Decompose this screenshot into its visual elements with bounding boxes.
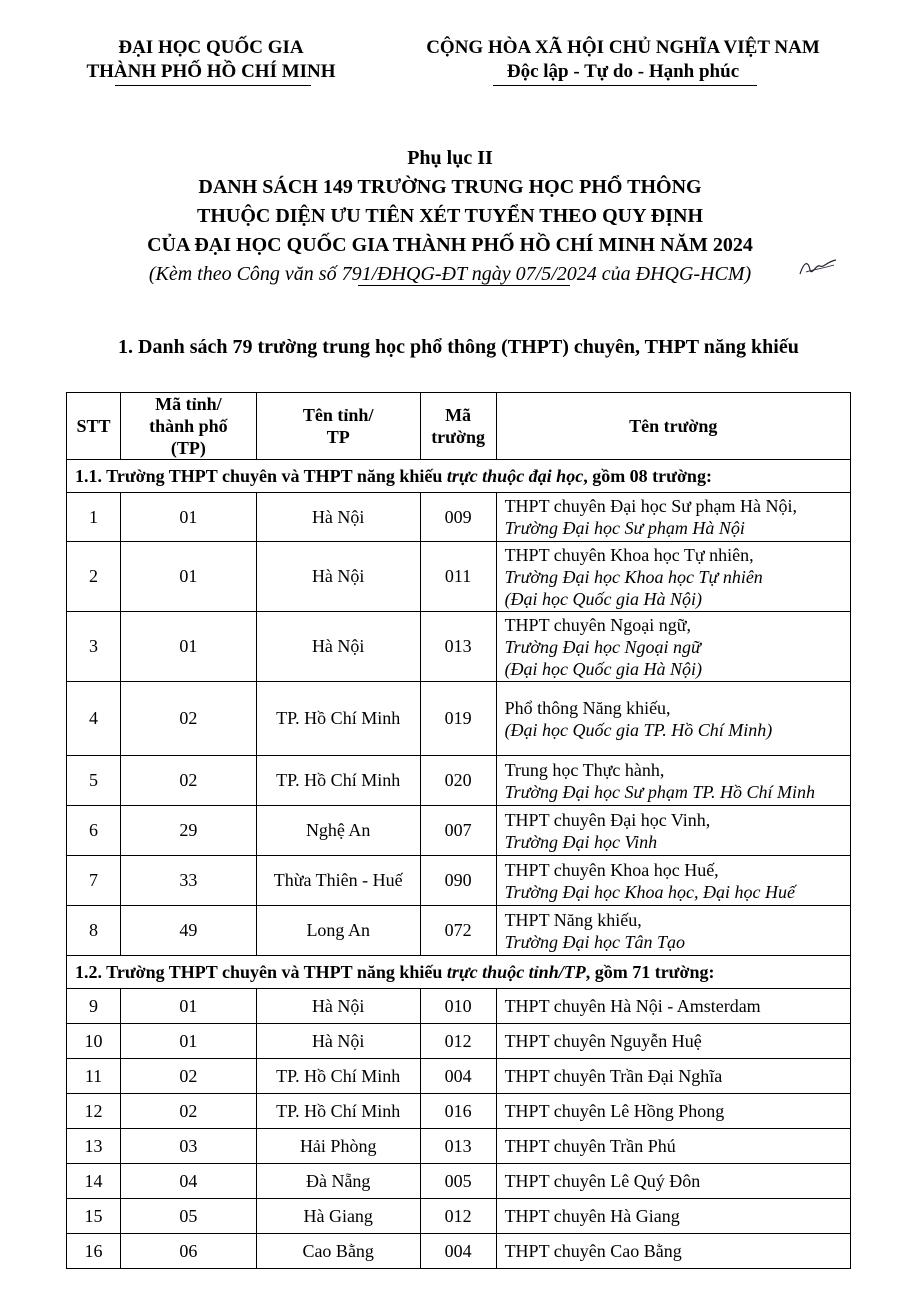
row-stt: 11 bbox=[67, 1059, 121, 1094]
row-province-code: 02 bbox=[120, 682, 256, 756]
school-affiliation-2: (Đại học Quốc gia Hà Nội) bbox=[504, 658, 703, 679]
row-stt: 3 bbox=[67, 612, 121, 682]
table-row bbox=[67, 682, 851, 756]
issuer-line-2: THÀNH PHỐ HỒ CHÍ MINH bbox=[86, 61, 336, 82]
header-province-name-l2: TP bbox=[326, 427, 350, 447]
row-school-name bbox=[496, 612, 850, 682]
group-2-label bbox=[67, 956, 851, 989]
table-row bbox=[67, 756, 851, 806]
group-2-suffix: , gồm 71 trường: bbox=[585, 961, 715, 982]
row-school-name: THPT chuyên Hà Nội - Amsterdam bbox=[496, 989, 850, 1024]
school-name-main: Phổ thông Năng khiếu, bbox=[504, 697, 671, 718]
header-school-code-l1: Mã bbox=[445, 405, 472, 425]
row-stt: 16 bbox=[67, 1234, 121, 1269]
row-school-name: THPT chuyên Cao Bằng bbox=[496, 1234, 850, 1269]
schools-table bbox=[66, 392, 851, 1269]
row-school-code: 072 bbox=[420, 906, 496, 956]
row-stt: 4 bbox=[67, 682, 121, 756]
row-school-name bbox=[496, 856, 850, 906]
school-affiliation-1: Trường Đại học Sư phạm TP. Hồ Chí Minh bbox=[504, 781, 816, 802]
header-province-name-l1: Tên tỉnh/ bbox=[302, 405, 374, 425]
row-province-code: 05 bbox=[120, 1199, 256, 1234]
school-affiliation-1: Trường Đại học Tân Tạo bbox=[504, 931, 686, 952]
row-school-code: 009 bbox=[420, 493, 496, 542]
table-row bbox=[67, 989, 851, 1024]
row-province-name: Thừa Thiên - Huế bbox=[256, 856, 420, 906]
header-school-code-l2: trường bbox=[431, 427, 485, 447]
row-school-name: THPT chuyên Nguyễn Huệ bbox=[496, 1024, 850, 1059]
row-school-name bbox=[496, 756, 850, 806]
table-row bbox=[67, 612, 851, 682]
document-title bbox=[0, 144, 900, 289]
row-school-code: 013 bbox=[420, 1129, 496, 1164]
header-province-name bbox=[256, 393, 420, 460]
row-province-code: 06 bbox=[120, 1234, 256, 1269]
row-stt: 8 bbox=[67, 906, 121, 956]
school-name-main: THPT chuyên Khoa học Huế, bbox=[504, 859, 719, 880]
table-row bbox=[67, 806, 851, 856]
group-row-2 bbox=[67, 956, 851, 989]
motto-underline bbox=[493, 85, 757, 86]
table-row bbox=[67, 493, 851, 542]
title-line-3: CỦA ĐẠI HỌC QUỐC GIA THÀNH PHỐ HỒ CHÍ MINH NĂM 2024 bbox=[147, 234, 753, 256]
table-row bbox=[67, 542, 851, 612]
table-row bbox=[67, 1059, 851, 1094]
school-name-main: THPT chuyên Khoa học Tự nhiên, bbox=[504, 544, 754, 565]
row-province-code: 01 bbox=[120, 493, 256, 542]
row-stt: 14 bbox=[67, 1164, 121, 1199]
row-stt: 9 bbox=[67, 989, 121, 1024]
title-subtitle: (Kèm theo Công văn số 791/ĐHQG-ĐT ngày 07/5/2024 của ĐHQG-HCM) bbox=[148, 263, 752, 285]
row-stt: 1 bbox=[67, 493, 121, 542]
table-row bbox=[67, 1164, 851, 1199]
header-province-code-l3: (TP) bbox=[170, 438, 206, 458]
row-province-name: Nghệ An bbox=[256, 806, 420, 856]
doc-number-underline bbox=[358, 285, 570, 286]
school-name-main: Trung học Thực hành, bbox=[504, 759, 665, 780]
school-affiliation-2: (Đại học Quốc gia Hà Nội) bbox=[504, 588, 703, 609]
issuer-header bbox=[52, 36, 370, 84]
row-province-name: TP. Hồ Chí Minh bbox=[256, 756, 420, 806]
row-province-name: Hà Nội bbox=[256, 989, 420, 1024]
national-header bbox=[398, 36, 848, 84]
school-name-main: THPT chuyên Đại học Sư phạm Hà Nội, bbox=[504, 496, 797, 516]
group-2-prefix: 1.2. Trường THPT chuyên và THPT năng khiếu bbox=[75, 961, 447, 982]
row-stt: 12 bbox=[67, 1094, 121, 1129]
row-school-code: 004 bbox=[420, 1059, 496, 1094]
school-affiliation-1: Trường Đại học Khoa học Tự nhiên bbox=[504, 566, 763, 587]
row-school-name bbox=[496, 542, 850, 612]
school-affiliation-1: Trường Đại học Sư phạm Hà Nội bbox=[504, 518, 745, 538]
row-province-name: Hà Nội bbox=[256, 542, 420, 612]
header-province-code bbox=[120, 393, 256, 460]
row-school-name: THPT chuyên Lê Hồng Phong bbox=[496, 1094, 850, 1129]
header-school-name: Tên trường bbox=[496, 393, 850, 460]
row-school-name: THPT chuyên Trần Đại Nghĩa bbox=[496, 1059, 850, 1094]
row-province-name: Hà Nội bbox=[256, 493, 420, 542]
row-school-code: 012 bbox=[420, 1024, 496, 1059]
row-stt: 7 bbox=[67, 856, 121, 906]
group-1-prefix: 1.1. Trường THPT chuyên và THPT năng khiếu bbox=[75, 465, 447, 486]
row-stt: 15 bbox=[67, 1199, 121, 1234]
row-province-code: 04 bbox=[120, 1164, 256, 1199]
table-row bbox=[67, 1094, 851, 1129]
row-province-name: Hà Nội bbox=[256, 1024, 420, 1059]
row-province-name: Cao Bằng bbox=[256, 1234, 420, 1269]
row-province-code: 03 bbox=[120, 1129, 256, 1164]
row-province-name: Hà Nội bbox=[256, 612, 420, 682]
table-row bbox=[67, 1234, 851, 1269]
national-line-1: CỘNG HÒA XÃ HỘI CHỦ NGHĨA VIỆT NAM bbox=[426, 37, 820, 58]
issuer-underline bbox=[115, 85, 311, 86]
row-school-name bbox=[496, 906, 850, 956]
row-school-code: 013 bbox=[420, 612, 496, 682]
row-school-code: 011 bbox=[420, 542, 496, 612]
row-stt: 13 bbox=[67, 1129, 121, 1164]
initials-signature-icon bbox=[798, 256, 838, 280]
row-stt: 6 bbox=[67, 806, 121, 856]
row-school-code: 019 bbox=[420, 682, 496, 756]
header-province-code-l2: thành phố bbox=[149, 416, 228, 436]
school-name-main: THPT chuyên Ngoại ngữ, bbox=[504, 614, 691, 635]
row-school-name: THPT chuyên Trần Phú bbox=[496, 1129, 850, 1164]
school-affiliation-1: (Đại học Quốc gia TP. Hồ Chí Minh) bbox=[504, 719, 773, 740]
row-province-code: 02 bbox=[120, 756, 256, 806]
school-affiliation-1: Trường Đại học Khoa học, Đại học Huế bbox=[504, 881, 795, 902]
group-2-emph: trực thuộc tỉnh/TP bbox=[446, 961, 586, 982]
row-province-code: 33 bbox=[120, 856, 256, 906]
title-line-2: THUỘC DIỆN ƯU TIÊN XÉT TUYỂN THEO QUY ĐỊNH bbox=[196, 205, 704, 227]
row-school-name: THPT chuyên Hà Giang bbox=[496, 1199, 850, 1234]
row-school-name bbox=[496, 806, 850, 856]
national-line-2: Độc lập - Tự do - Hạnh phúc bbox=[506, 61, 740, 82]
issuer-line-1: ĐẠI HỌC QUỐC GIA bbox=[118, 37, 304, 58]
row-school-code: 012 bbox=[420, 1199, 496, 1234]
row-province-name: TP. Hồ Chí Minh bbox=[256, 682, 420, 756]
table-row bbox=[67, 856, 851, 906]
row-school-code: 010 bbox=[420, 989, 496, 1024]
row-school-code: 090 bbox=[420, 856, 496, 906]
table-row bbox=[67, 1129, 851, 1164]
school-name-main: THPT chuyên Đại học Vinh, bbox=[504, 809, 711, 830]
header-province-code-l1: Mã tỉnh/ bbox=[155, 394, 222, 414]
table-row bbox=[67, 1199, 851, 1234]
row-province-name: TP. Hồ Chí Minh bbox=[256, 1094, 420, 1129]
row-school-code: 007 bbox=[420, 806, 496, 856]
group-row-1 bbox=[67, 460, 851, 493]
row-province-code: 01 bbox=[120, 542, 256, 612]
row-province-name: Hà Giang bbox=[256, 1199, 420, 1234]
row-province-code: 49 bbox=[120, 906, 256, 956]
section-heading: 1. Danh sách 79 trường trung học phổ thông (THPT) chuyên, THPT năng khiếu bbox=[118, 336, 799, 358]
row-province-code: 02 bbox=[120, 1059, 256, 1094]
group-1-label bbox=[67, 460, 851, 493]
school-affiliation-1: Trường Đại học Vinh bbox=[504, 831, 658, 852]
header-stt: STT bbox=[67, 393, 121, 460]
header-school-code bbox=[420, 393, 496, 460]
row-school-code: 020 bbox=[420, 756, 496, 806]
table-header-row bbox=[67, 393, 851, 460]
row-school-code: 005 bbox=[420, 1164, 496, 1199]
title-line-1: DANH SÁCH 149 TRƯỜNG TRUNG HỌC PHỔ THÔNG bbox=[198, 176, 702, 198]
row-province-code: 01 bbox=[120, 1024, 256, 1059]
row-school-name bbox=[496, 493, 850, 542]
appendix-label: Phụ lục II bbox=[407, 147, 493, 169]
row-province-name: Long An bbox=[256, 906, 420, 956]
group-1-suffix: , gồm 08 trường: bbox=[583, 465, 712, 486]
row-province-name: Đà Nẵng bbox=[256, 1164, 420, 1199]
row-province-code: 01 bbox=[120, 612, 256, 682]
table-row bbox=[67, 906, 851, 956]
row-stt: 5 bbox=[67, 756, 121, 806]
row-school-name bbox=[496, 682, 850, 756]
school-affiliation-1: Trường Đại học Ngoại ngữ bbox=[504, 636, 701, 657]
row-stt: 2 bbox=[67, 542, 121, 612]
table-row bbox=[67, 1024, 851, 1059]
row-school-code: 016 bbox=[420, 1094, 496, 1129]
group-1-emph: trực thuộc đại học bbox=[446, 465, 584, 486]
row-school-code: 004 bbox=[420, 1234, 496, 1269]
school-name-main: THPT Năng khiếu, bbox=[504, 909, 642, 930]
row-province-name: Hải Phòng bbox=[256, 1129, 420, 1164]
row-province-code: 02 bbox=[120, 1094, 256, 1129]
row-province-name: TP. Hồ Chí Minh bbox=[256, 1059, 420, 1094]
row-province-code: 01 bbox=[120, 989, 256, 1024]
row-stt: 10 bbox=[67, 1024, 121, 1059]
row-province-code: 29 bbox=[120, 806, 256, 856]
row-school-name: THPT chuyên Lê Quý Đôn bbox=[496, 1164, 850, 1199]
